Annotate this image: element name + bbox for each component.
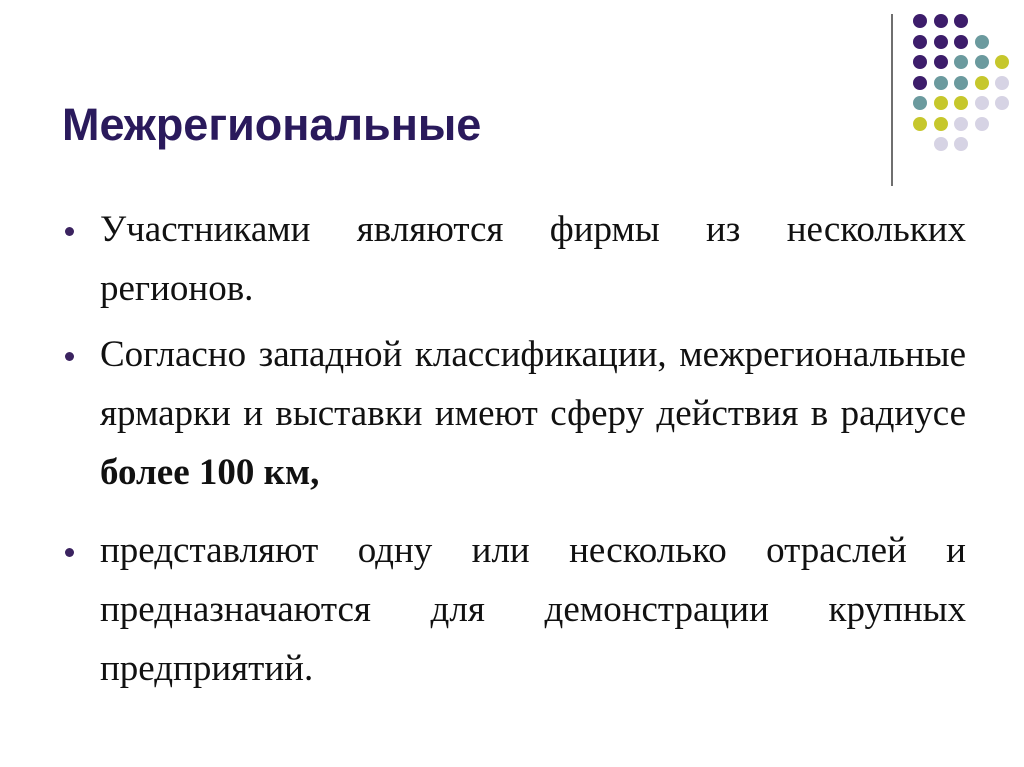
decorative-dot (954, 137, 968, 151)
decorative-dot (913, 35, 927, 49)
decorative-dot (954, 14, 968, 28)
decorative-dot (975, 117, 989, 131)
decorative-dot (954, 96, 968, 110)
slide-title: Межрегиональные (62, 99, 482, 150)
decorative-dot (934, 55, 948, 69)
bullet-item (62, 200, 966, 318)
decorative-dot (995, 96, 1009, 110)
bullet-icon (65, 548, 74, 557)
decorative-dot (995, 55, 1009, 69)
bullet-list (62, 200, 966, 705)
decorative-dot (934, 76, 948, 90)
bullet-text: Участниками являются фирмы из нескольких регионов. (100, 209, 966, 309)
decorative-dot (954, 55, 968, 69)
bullet-bold-text: более 100 км, (100, 452, 320, 493)
vertical-divider (891, 14, 893, 186)
decorative-dot (934, 96, 948, 110)
decorative-dot (913, 117, 927, 131)
decorative-dot (995, 76, 1009, 90)
decorative-dot (913, 76, 927, 90)
decorative-dot (954, 117, 968, 131)
decorative-dot (975, 55, 989, 69)
bullet-icon (65, 227, 74, 236)
decorative-dot (913, 14, 927, 28)
decorative-dot (975, 96, 989, 110)
decorative-dot (954, 35, 968, 49)
decorative-dot (975, 76, 989, 90)
bullet-text: представляют одну или несколько отраслей и предназначаются для демонстрации крупных предприятий. (100, 530, 966, 689)
decorative-dot (934, 35, 948, 49)
decorative-dot (934, 14, 948, 28)
bullet-text: Согласно западной классификации, межрегиональные ярмарки и выставки имеют сферу действия в радиусе (100, 334, 966, 434)
bullet-item (62, 325, 966, 502)
decorative-dot (975, 35, 989, 49)
decorative-dot (913, 96, 927, 110)
decorative-dot (934, 137, 948, 151)
decorative-dot (954, 76, 968, 90)
bullet-item (62, 521, 966, 698)
decorative-dot (934, 117, 948, 131)
bullet-icon (65, 352, 74, 361)
decorative-dot (913, 55, 927, 69)
